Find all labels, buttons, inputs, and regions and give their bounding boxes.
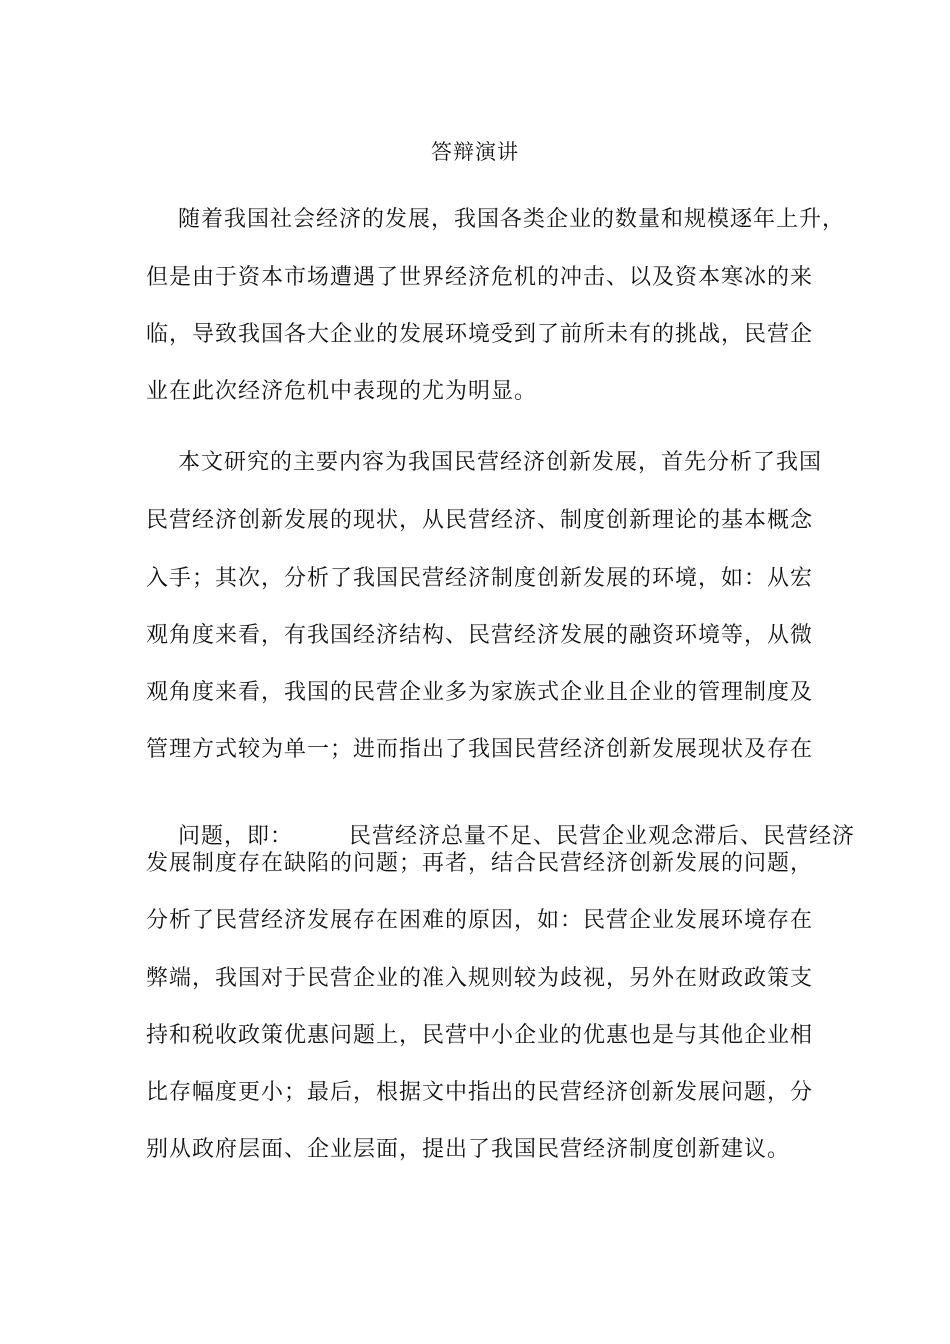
paragraph2-line-7-rest: 民营经济总量不足、民营企业观念滞后、民营经济 — [349, 824, 856, 849]
paragraph2-line-13: 别从政府层面、企业层面，提出了我国民营经济制度创新建议。 — [146, 1137, 791, 1162]
paragraph2-line-5: 观角度来看，我国的民营企业多为家族式企业且企业的管理制度及 — [146, 680, 814, 705]
paragraph2-line-2: 民营经济创新发展的现状，从民营经济、制度创新理论的基本概念 — [146, 508, 814, 533]
paragraph1-line-3: 临，导致我国各大企业的发展环境受到了前所未有的挑战，民营企 — [146, 322, 814, 347]
paragraph2-line-3: 入手；其次，分析了我国民营经济制度创新发展的环境，如：从宏 — [146, 566, 814, 591]
paragraph2-line-11: 持和税收政策优惠问题上，民营中小企业的优惠也是与其他企业相 — [146, 1023, 814, 1048]
paragraph2-line-12: 比存幅度更小；最后，根据文中指出的民营经济创新发展问题，分 — [146, 1080, 814, 1105]
paragraph1-line-2: 但是由于资本市场遭遇了世界经济危机的冲击、以及资本寒冰的来 — [146, 265, 814, 290]
paragraph2-line-7-lead: 问题，即： — [177, 824, 293, 849]
paragraph2-line-8: 发展制度存在缺陷的问题；再者，结合民营经济创新发展的问题， — [146, 851, 814, 876]
paragraph2-line-10: 弊端，我国对于民营企业的准入规则较为歧视，另外在财政政策支 — [146, 966, 814, 991]
paragraph1-line-1: 随着我国社会经济的发展，我国各类企业的数量和规模逐年上升， — [178, 207, 846, 232]
paragraph2-line-6: 管理方式较为单一；进而指出了我国民营经济创新发展现状及存在 — [146, 737, 814, 762]
document-title: 答辩演讲 — [431, 140, 519, 164]
paragraph1-line-4: 业在此次经济危机中表现的尤为明显。 — [146, 379, 538, 404]
paragraph2-line-9: 分析了民营经济发展存在困难的原因，如：民营企业发展环境存在 — [146, 908, 814, 933]
paragraph2-line-4: 观角度来看，有我国经济结构、民营经济发展的融资环境等，从微 — [146, 623, 814, 648]
paragraph2-line-1: 本文研究的主要内容为我国民营经济创新发展，首先分析了我国 — [178, 450, 823, 475]
